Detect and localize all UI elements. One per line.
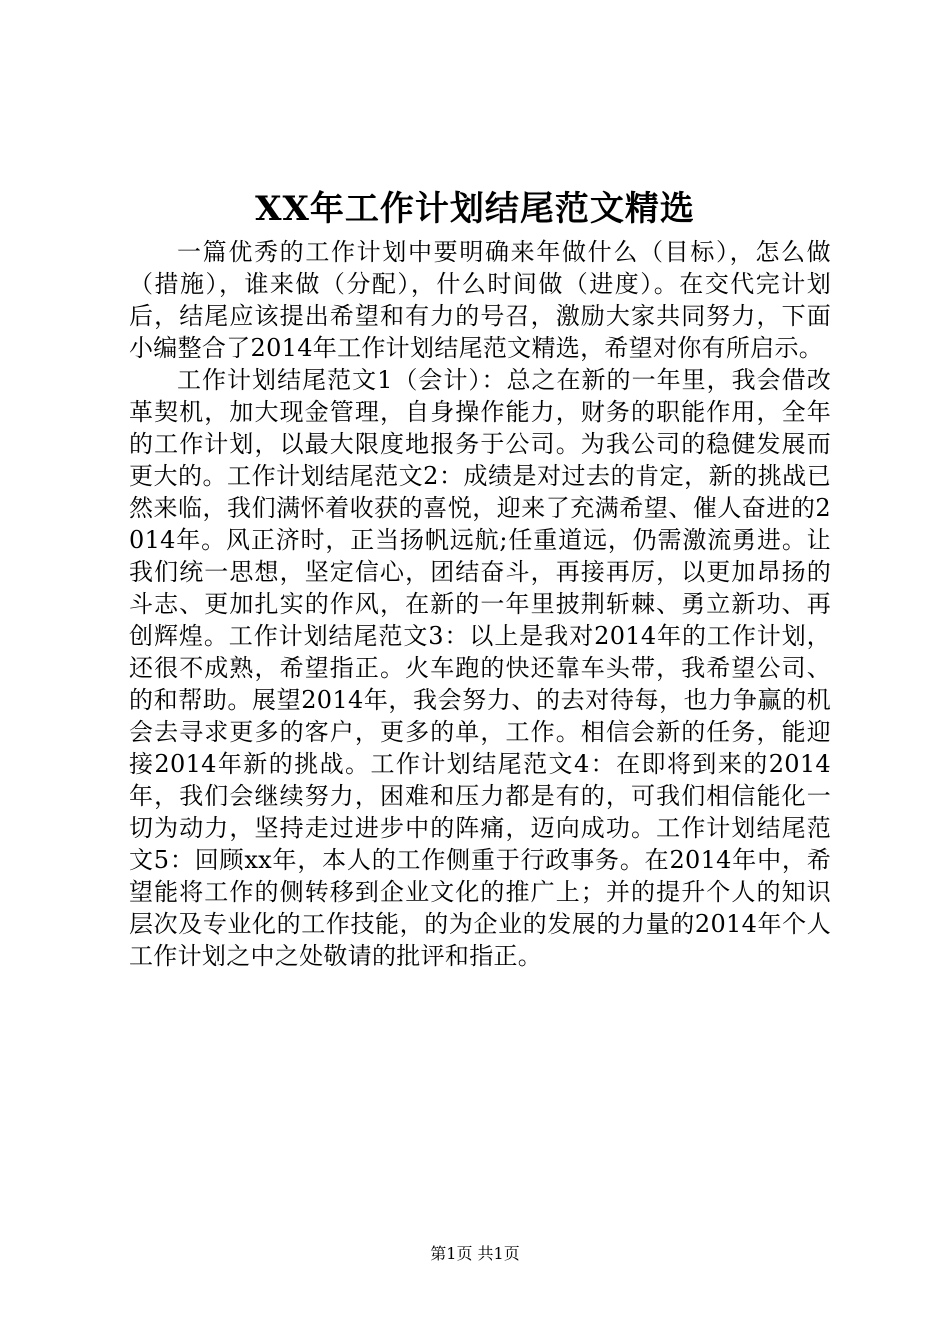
document-title: XX年工作计划结尾范文精选 xyxy=(255,189,695,229)
examples-paragraph: 工作计划结尾范文1（会计）：总之在新的一年里，我会借改革契机，加大现金管理，自身操作能力，财务的职能作用，全年的工作计划，以最大限度地报务于公司。为我公司的稳健发展而更大的。工作计划结尾范文2：成绩是对过去的肯定，新的挑战已然来临，我们满怀着收获的喜悦，迎来了充满希望、催人奋进的2014年。风正济时，正当扬帆远航;任重道远，仍需激流勇进。让我们统一思想，坚定信心，团结奋斗，再接再厉，以更加昂扬的斗志、更加扎实的作风，在新的一年里披荆斩棘、勇立新功、再创辉煌。工作计划结尾范文3：以上是我对2014年的工作计划，还很不成熟，希望指正。火车跑的快还靠车头带，我希望公司、的和帮助。展望2014年，我会努力、的去对待每，也力争赢的机会去寻求更多的客户，更多的单，工作。相信会新的任务，能迎接2014年新的挑战。工作计划结尾范文4：在即将到来的2014年，我们会继续努力，困难和压力都是有的，可我们相信能化一切为动力，坚持走过进步中的阵痛，迈向成功。工作计划结尾范文5：回顾xx年，本人的工作侧重于行政事务。在2014年中，希望能将工作的侧转移到企业文化的推广上；并的提升个人的知识层次及专业化的工作技能，的为企业的发展的力量的2014年个人工作计划之中之处敬请的批评和指正。 xyxy=(129,366,831,970)
page-footer: 第1页 共1页 xyxy=(430,1244,520,1263)
intro-paragraph: 一篇优秀的工作计划中要明确来年做什么（目标），怎么做（措施），谁来做（分配），什么时间做（进度）。在交代完计划后，结尾应该提出希望和有力的号召，激励大家共同努力，下面小编整合了2014年工作计划结尾范文精选，希望对你有所启示。 xyxy=(129,238,831,362)
document-body xyxy=(129,236,831,972)
